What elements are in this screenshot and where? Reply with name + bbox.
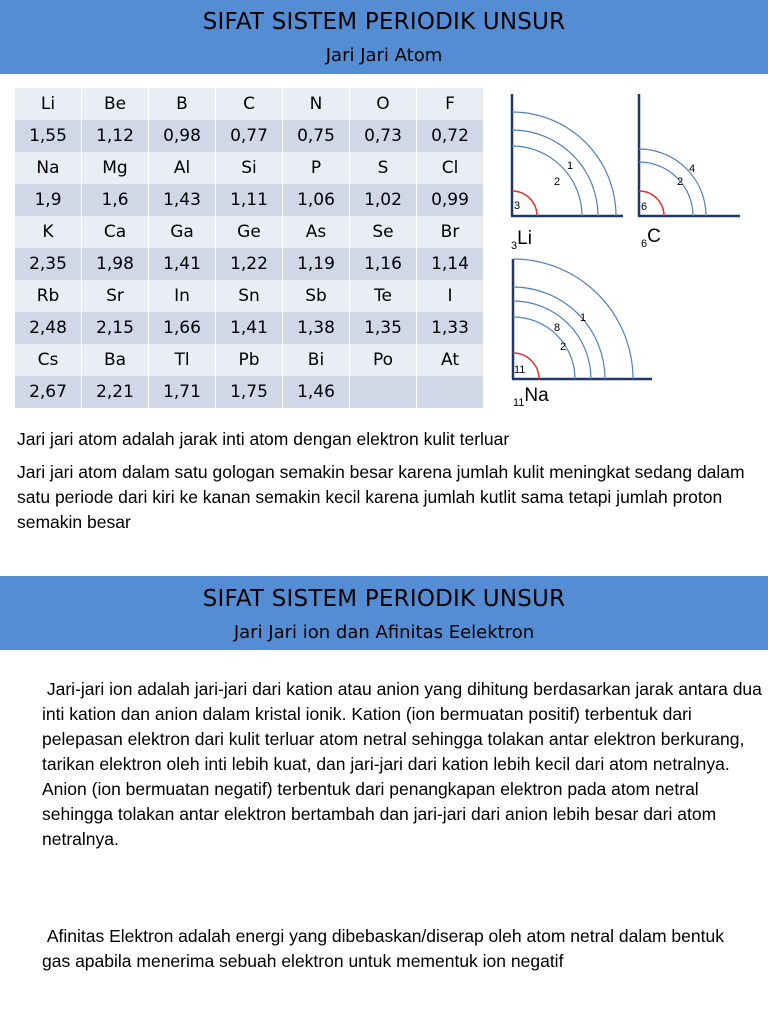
atomic-radius-cell bbox=[350, 376, 417, 408]
atomic-radius-cell: 1,6 bbox=[82, 184, 149, 216]
li-label: $_3$Li bbox=[511, 228, 532, 252]
element-symbol-cell: Tl bbox=[149, 344, 216, 376]
atomic-radius-cell: 1,41 bbox=[149, 248, 216, 280]
element-symbol-cell: Ge bbox=[216, 216, 283, 248]
ionic-radius-paragraph: Jari-jari ion adalah jari-jari dari kation atau anion yang dihitung berdasarkan jarak antara dua inti kation dan anion dalam kristal ionik. Kation (ion bermuatan positif) terbentuk dari pelepasan elektron dari kulit terluar atom netral sehingga tolakan antar elektron berkurang, tarikan elektron oleh inti lebih kuat, dan jari-jari dari kation lebih kecil dari atom netralnya. Anion (ion bermuatan negatif) terbentuk dari penangkapan elektron pada atom netral sehingga tolakan antar elektron bertambah dan jari-jari dari anion lebih besar dari atom netralnya. bbox=[42, 679, 767, 849]
element-symbol-cell: Na bbox=[15, 152, 82, 184]
element-symbol-cell: P bbox=[283, 152, 350, 184]
atomic-radius-cell: 1,75 bbox=[216, 376, 283, 408]
element-symbol-cell: Mg bbox=[82, 152, 149, 184]
atomic-radius-cell: 1,22 bbox=[216, 248, 283, 280]
table-row bbox=[15, 88, 484, 120]
element-symbol-cell: At bbox=[417, 344, 484, 376]
section-title: SIFAT SISTEM PERIODIK UNSUR bbox=[202, 9, 566, 35]
atomic-radius-cell: 1,98 bbox=[82, 248, 149, 280]
c-shell-4 bbox=[639, 149, 706, 216]
li-shell-diagram bbox=[505, 92, 625, 227]
element-symbol-cell: Ba bbox=[82, 344, 149, 376]
element-symbol-cell: Br bbox=[417, 216, 484, 248]
table-row bbox=[15, 280, 484, 312]
section-title: SIFAT SISTEM PERIODIK UNSUR bbox=[202, 586, 566, 612]
atomic-radius-cell: 1,33 bbox=[417, 312, 484, 344]
c-label: $_6$C bbox=[641, 226, 661, 250]
atomic-radius-cell: 1,55 bbox=[15, 120, 82, 152]
atomic-radius-cell: 0,77 bbox=[216, 120, 283, 152]
atomic-radius-cell: 1,12 bbox=[82, 120, 149, 152]
table-row bbox=[15, 248, 484, 280]
na-label: $_{11}$Na bbox=[513, 385, 549, 409]
header-banner-2 bbox=[0, 576, 768, 650]
definition-paragraph: Jari jari atom adalah jarak inti atom dengan elektron kulit terluar bbox=[17, 429, 510, 449]
atomic-radius-cell: 2,21 bbox=[82, 376, 149, 408]
element-symbol-cell: Al bbox=[149, 152, 216, 184]
electron-affinity-paragraph: Afinitas Elektron adalah energi yang dibebaskan/diserap oleh atom netral dalam bentuk gas apabila menerima sebuah elektron untuk mementuk ion negatif bbox=[42, 926, 729, 971]
atomic-radius-cell: 1,46 bbox=[283, 376, 350, 408]
atomic-radius-cell: 2,67 bbox=[15, 376, 82, 408]
element-symbol-cell: Sb bbox=[283, 280, 350, 312]
element-symbol-cell: I bbox=[417, 280, 484, 312]
element-symbol-cell: As bbox=[283, 216, 350, 248]
atomic-radius-cell: 1,66 bbox=[149, 312, 216, 344]
element-symbol-cell: Sn bbox=[216, 280, 283, 312]
element-symbol-cell: Rb bbox=[15, 280, 82, 312]
atomic-radius-cell: 1,16 bbox=[350, 248, 417, 280]
na-shell-label-1: 1 bbox=[580, 312, 587, 324]
trend-paragraph: Jari jari atom dalam satu gologan semakin besar karena jumlah kulit meningkat sedang dalam satu periode dari kiri ke kanan semakin kecil karena jumlah kutlit sama tetapi jumlah proton semakin besar bbox=[17, 462, 745, 532]
na-shell-label-8: 8 bbox=[554, 322, 561, 334]
atomic-radius-cell: 2,35 bbox=[15, 248, 82, 280]
table-row bbox=[15, 376, 484, 408]
atomic-radius-cell: 0,73 bbox=[350, 120, 417, 152]
c-shell-label-4: 4 bbox=[689, 163, 696, 175]
atomic-radius-cell: 0,75 bbox=[283, 120, 350, 152]
c-inner-label: 6 bbox=[641, 201, 648, 213]
atomic-radius-cell: 0,98 bbox=[149, 120, 216, 152]
table-row bbox=[15, 152, 484, 184]
c-shell-label-2: 2 bbox=[677, 176, 684, 188]
na-shell-label-2: 2 bbox=[560, 341, 567, 353]
section-subtitle: Jari Jari ion dan Afinitas Eelektron bbox=[233, 622, 535, 643]
atomic-radius-cell: 2,15 bbox=[82, 312, 149, 344]
element-symbol-cell: K bbox=[15, 216, 82, 248]
li-shell-label-1: 1 bbox=[567, 160, 574, 172]
atomic-radius-cell bbox=[417, 376, 484, 408]
table-row bbox=[15, 216, 484, 248]
li-shell-label-2: 2 bbox=[554, 176, 561, 188]
atomic-radius-cell: 1,14 bbox=[417, 248, 484, 280]
atomic-radius-table bbox=[15, 88, 484, 408]
atomic-radius-cell: 1,71 bbox=[149, 376, 216, 408]
element-symbol-cell: Po bbox=[350, 344, 417, 376]
table-row bbox=[15, 184, 484, 216]
na-shell-diagram bbox=[506, 257, 656, 390]
atomic-radius-cell: 1,02 bbox=[350, 184, 417, 216]
element-symbol-cell: S bbox=[350, 152, 417, 184]
atomic-radius-cell: 1,38 bbox=[283, 312, 350, 344]
element-symbol-cell: Cs bbox=[15, 344, 82, 376]
element-symbol-cell: Ca bbox=[82, 216, 149, 248]
section-subtitle: Jari Jari Atom bbox=[325, 45, 443, 66]
table-row bbox=[15, 312, 484, 344]
atomic-radius-cell: 1,9 bbox=[15, 184, 82, 216]
element-symbol-cell: Ga bbox=[149, 216, 216, 248]
li-inner-label: 3 bbox=[514, 200, 521, 212]
element-symbol-cell: Si bbox=[216, 152, 283, 184]
li-shell-outer bbox=[512, 112, 616, 216]
element-symbol-cell: Be bbox=[82, 88, 149, 120]
atomic-radius-cell: 1,11 bbox=[216, 184, 283, 216]
header-banner-1 bbox=[0, 0, 768, 74]
element-symbol-cell: Te bbox=[350, 280, 417, 312]
atomic-radius-cell: 1,41 bbox=[216, 312, 283, 344]
element-symbol-cell: O bbox=[350, 88, 417, 120]
element-symbol-cell: Li bbox=[15, 88, 82, 120]
atomic-radius-cell: 1,35 bbox=[350, 312, 417, 344]
atomic-radius-cell: 0,99 bbox=[417, 184, 484, 216]
atomic-radius-cell: 1,43 bbox=[149, 184, 216, 216]
element-symbol-cell: Se bbox=[350, 216, 417, 248]
element-symbol-cell: F bbox=[417, 88, 484, 120]
element-symbol-cell: Pb bbox=[216, 344, 283, 376]
element-symbol-cell: Cl bbox=[417, 152, 484, 184]
element-symbol-cell: C bbox=[216, 88, 283, 120]
c-shell-diagram bbox=[634, 92, 744, 227]
li-shell-2 bbox=[512, 146, 582, 216]
table-row bbox=[15, 344, 484, 376]
atomic-radius-cell: 1,19 bbox=[283, 248, 350, 280]
atomic-radius-cell: 1,06 bbox=[283, 184, 350, 216]
element-symbol-cell: B bbox=[149, 88, 216, 120]
element-symbol-cell: Bi bbox=[283, 344, 350, 376]
li-shell-1 bbox=[512, 130, 598, 216]
na-inner-label: 11 bbox=[514, 364, 526, 376]
atomic-radius-cell: 0,72 bbox=[417, 120, 484, 152]
element-symbol-cell: In bbox=[149, 280, 216, 312]
table-row bbox=[15, 120, 484, 152]
atomic-radius-cell: 2,48 bbox=[15, 312, 82, 344]
element-symbol-cell: N bbox=[283, 88, 350, 120]
element-symbol-cell: Sr bbox=[82, 280, 149, 312]
